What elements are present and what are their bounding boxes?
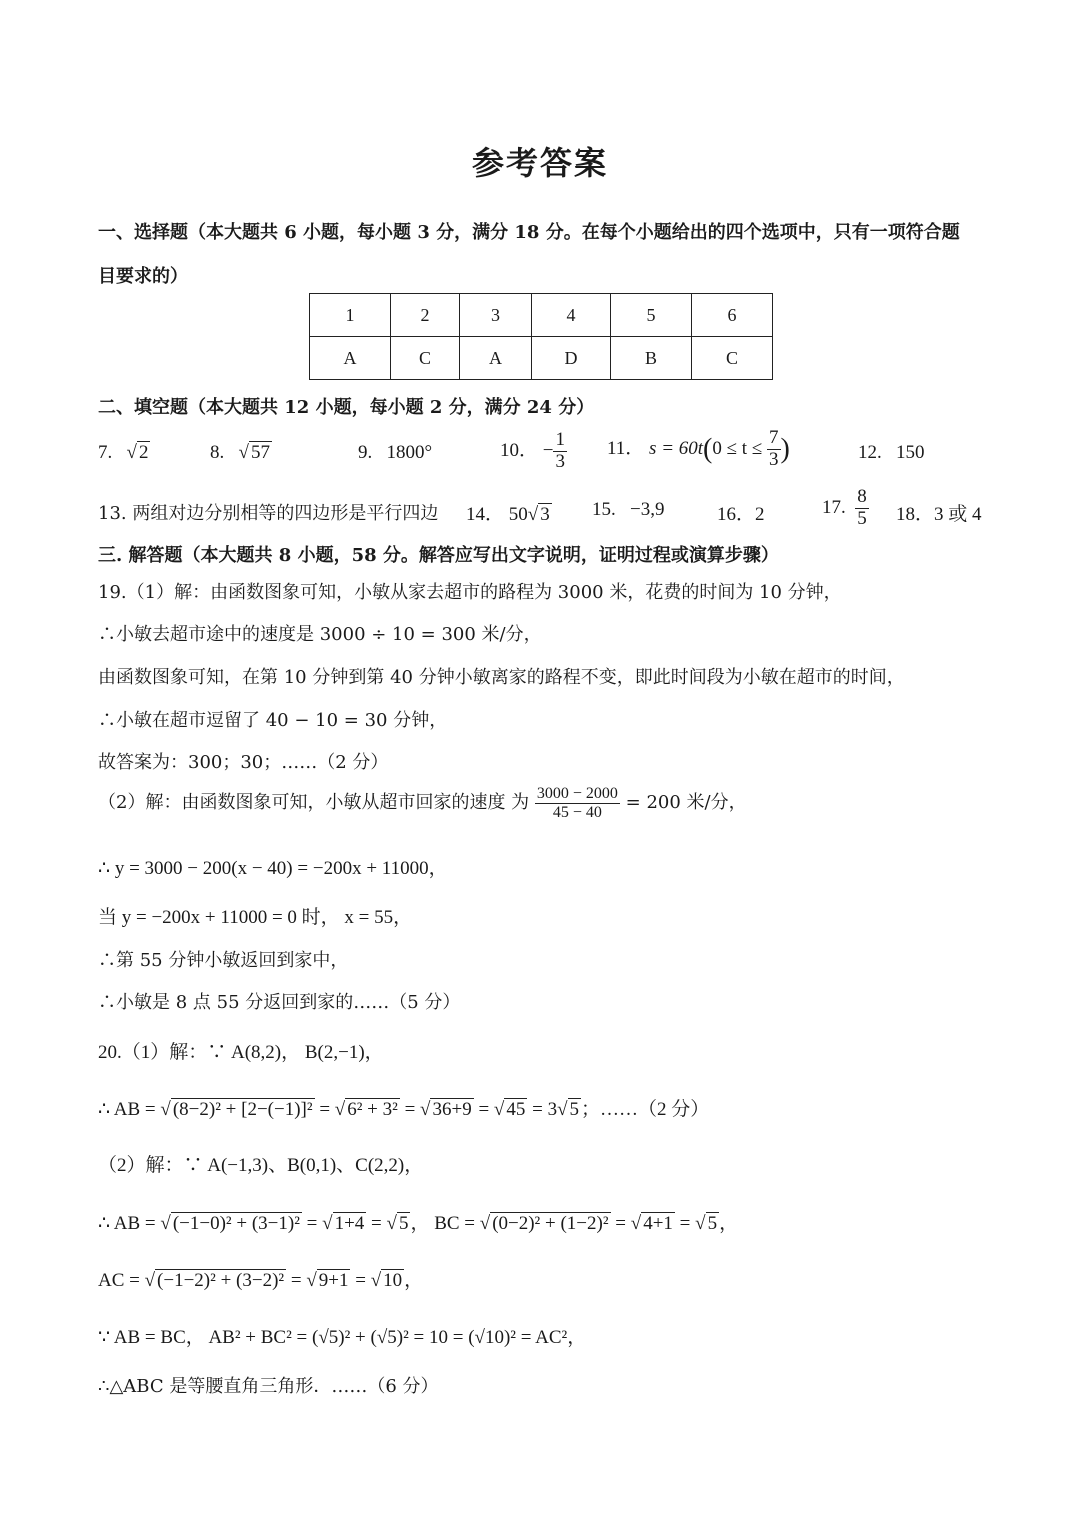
q17: 17. $\frac{8}{5}$ (822, 486, 867, 529)
q11: 11． s = 60t(0 ≤ t ≤ $\frac{7}{3}$ ) (607, 427, 790, 470)
section3-heading: 三. 解答题（本大题共 8 小题，58 分。解答应写出文字说明，证明过程或演算步骤） (98, 545, 779, 566)
q20-line7: ∴△ABC 是等腰直角三角形．……（6 分） (98, 1376, 439, 1397)
table-cell: C (692, 337, 773, 380)
q7: 7. √ 2 (98, 442, 149, 463)
q19-line10: ∴小敏是 8 点 55 分返回到家的……（5 分） (98, 992, 461, 1013)
section1-heading-line2: 目要求的） (98, 266, 188, 287)
q19-line3: 由函数图象可知，在第 10 分钟到第 40 分钟小敏离家的路程不变，即此时间段为小敏在超市的时间， (98, 667, 905, 688)
table-cell: A (310, 337, 391, 380)
q19-line4: ∴小敏在超市逗留了 40 − 10 = 30 分钟， (98, 710, 448, 731)
q20-line2: ∴ AB = √ (8−2)² + [2−(−1)]² = √ 6² + 3² = √ 36+9 = √ 45 = 3√ 5 ；……（2 分） (98, 1099, 710, 1120)
table-cell: C (391, 337, 460, 380)
q19-line9: ∴第 55 分钟小敏返回到家中， (98, 950, 349, 971)
q19-line2: ∴小敏去超市途中的速度是 3000 ÷ 10 = 300 米/分， (98, 624, 542, 645)
q20-line4: ∴ AB = √ (−1−0)² + (3−1)² = √ 1+4 = √ 5 ， BC = √ (0−2)² + (1−2)² = √ 4+1 = √ 5 ， (98, 1213, 739, 1234)
q18: 18．3 或 4 (896, 504, 982, 525)
q20-line5: AC = √ (−1−2)² + (3−2)² = √ 9+1 = √ 10 ， (98, 1270, 424, 1291)
q20-line1: 20.（1）解：∵ A(8,2)， B(2,−1)， (98, 1042, 384, 1063)
section2-heading: 二、填空题（本大题共 12 小题，每小题 2 分，满分 24 分） (98, 397, 595, 418)
q16: 16．2 (717, 504, 765, 525)
q13: 13. 两组对边分别相等的四边形是平行四边 (98, 503, 439, 524)
q19-line6: （2）解：由函数图象可知，小敏从超市回家的速度 为 $\frac{3000 - 2000}{45 - 40}$ = 200 米/分， (98, 785, 747, 821)
table-cell: 1 (310, 294, 391, 337)
table-row-answers (310, 337, 773, 380)
q19-line5: 故答案为：300；30；……（2 分） (98, 752, 389, 773)
q8: 8. √ 57 (210, 442, 270, 463)
table-cell: 3 (460, 294, 532, 337)
section1-heading-line1: 一、选择题（本大题共 6 小题，每小题 3 分，满分 18 分。在每个小题给出的四个选项中，只有一项符合题 (98, 222, 960, 243)
q14: 14． 50√ 3 (466, 504, 550, 525)
q12: 12. 150 (858, 442, 925, 463)
table-cell: D (532, 337, 611, 380)
q19-line7: ∴ y = 3000 − 200(x − 40) = −200x + 11000， (98, 858, 448, 879)
table-row-numbers (310, 294, 773, 337)
page-title: 参考答案 (471, 144, 608, 182)
table-cell: 6 (692, 294, 773, 337)
q15: 15. −3,9 (592, 499, 665, 520)
q10: 10． − $\frac{1}{3}$ (500, 429, 565, 472)
q9: 9. 1800° (358, 442, 433, 463)
table-cell: 5 (611, 294, 692, 337)
table-cell: B (611, 337, 692, 380)
choice-answer-table (309, 293, 773, 380)
table-cell: 2 (391, 294, 460, 337)
q20-line3: （2）解：∵ A(−1,3)、B(0,1)、C(2,2)， (98, 1155, 424, 1176)
q19-line1: 19.（1）解：由函数图象可知，小敏从家去超市的路程为 3000 米，花费的时间为 10 分钟， (98, 582, 842, 603)
q19-line8: 当 y = −200x + 11000 = 0 时， x = 55， (98, 907, 413, 928)
q20-line6: ∵ AB = BC， AB² + BC² = (√5)² + (√5)² = 10 = (√10)² = AC²， (98, 1327, 587, 1348)
table-cell: 4 (532, 294, 611, 337)
table-cell: A (460, 337, 532, 380)
